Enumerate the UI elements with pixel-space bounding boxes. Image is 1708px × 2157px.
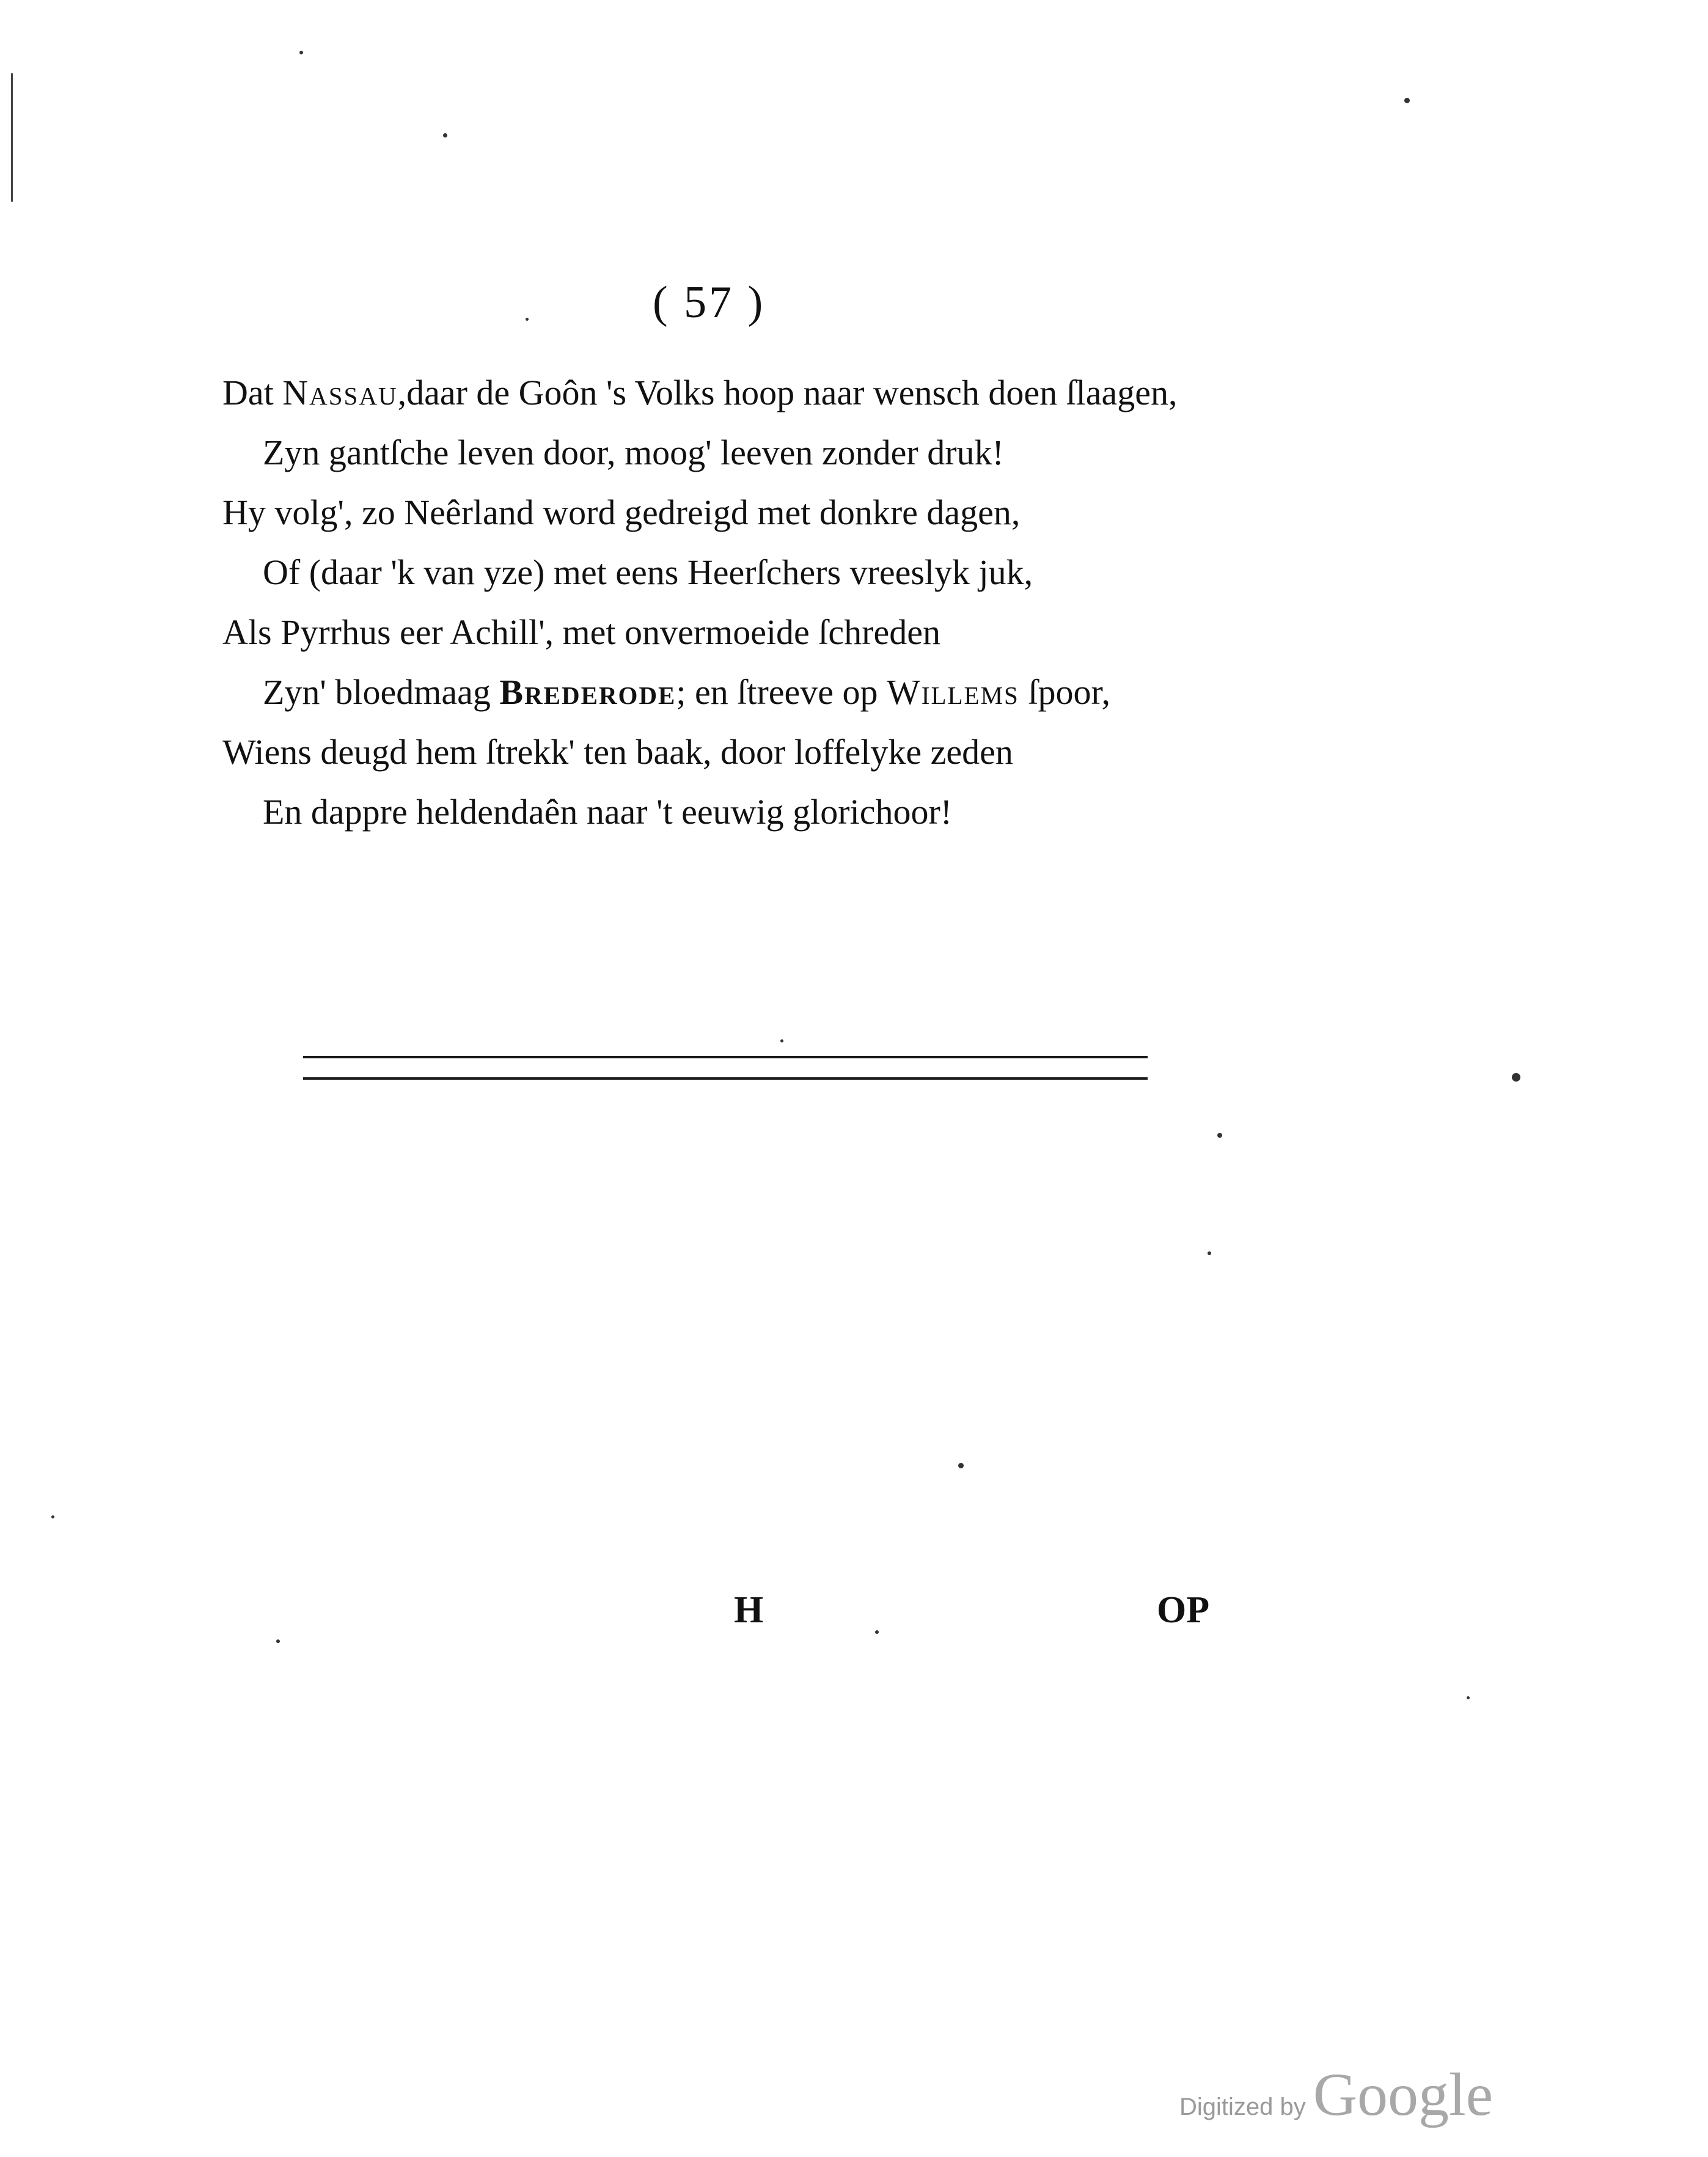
verse-line-2: Zyn gantſche leven door, moog' leeven zonder druk! <box>263 433 1004 472</box>
name-nassau: Nassau <box>282 373 398 412</box>
page-number: ( 57 ) <box>653 277 766 328</box>
verse-line-1 <box>222 363 1261 423</box>
section-rule-bottom <box>303 1077 1148 1080</box>
verse-line-1-rest: ,daar de Goôn 's Volks hoop naar wensch doen ſlaagen, <box>397 373 1178 412</box>
name-willems: Willems <box>887 672 1019 712</box>
scan-speck <box>1512 1073 1520 1082</box>
verse-line-1-text: Dat <box>222 373 283 412</box>
section-rule-top <box>303 1056 1148 1058</box>
scan-speck <box>276 1639 280 1643</box>
margin-line <box>11 73 13 202</box>
catchword: OP <box>1157 1589 1210 1631</box>
scan-speck <box>875 1630 879 1634</box>
scan-speck <box>958 1463 964 1468</box>
verse-line-6 <box>222 662 1261 722</box>
verse-line-5: Als Pyrrhus eer Achill', met onvermoeide ſchreden <box>222 612 940 652</box>
verse-line-7: Wiens deugd hem ſtrekk' ten baak, door loffelyke zeden <box>222 732 1013 772</box>
scan-speck <box>1404 98 1410 103</box>
scan-speck <box>1467 1696 1470 1699</box>
poem <box>222 363 1261 842</box>
scan-speck <box>1217 1133 1222 1138</box>
name-brederode: Brederode <box>499 672 676 712</box>
verse-line-3: Hy volg', zo Neêrland word gedreigd met donkre dagen, <box>222 493 1021 532</box>
google-logo: Google <box>1313 2060 1494 2128</box>
signature-mark: H <box>734 1589 764 1631</box>
watermark-prefix: Digitized by <box>1179 2093 1306 2120</box>
scan-speck <box>443 133 447 137</box>
scan-speck <box>1208 1251 1211 1255</box>
verse-line-8: En dappre heldendaên naar 't eeuwig glorichoor! <box>263 792 953 832</box>
verse-line-6-rest: ſpoor, <box>1019 672 1110 712</box>
scan-speck <box>51 1515 54 1518</box>
scan-speck <box>299 51 303 54</box>
verse-line-6-text: Zyn' bloedmaag <box>263 672 500 712</box>
verse-line-6-mid: ; en ſtreeve op <box>676 672 887 712</box>
verse-line-4: Of (daar 'k van yze) met eens Heerſchers vreeslyk juk, <box>263 552 1033 592</box>
scan-speck <box>780 1039 783 1042</box>
scan-speck <box>526 318 529 321</box>
digitized-watermark <box>1179 2059 1493 2130</box>
